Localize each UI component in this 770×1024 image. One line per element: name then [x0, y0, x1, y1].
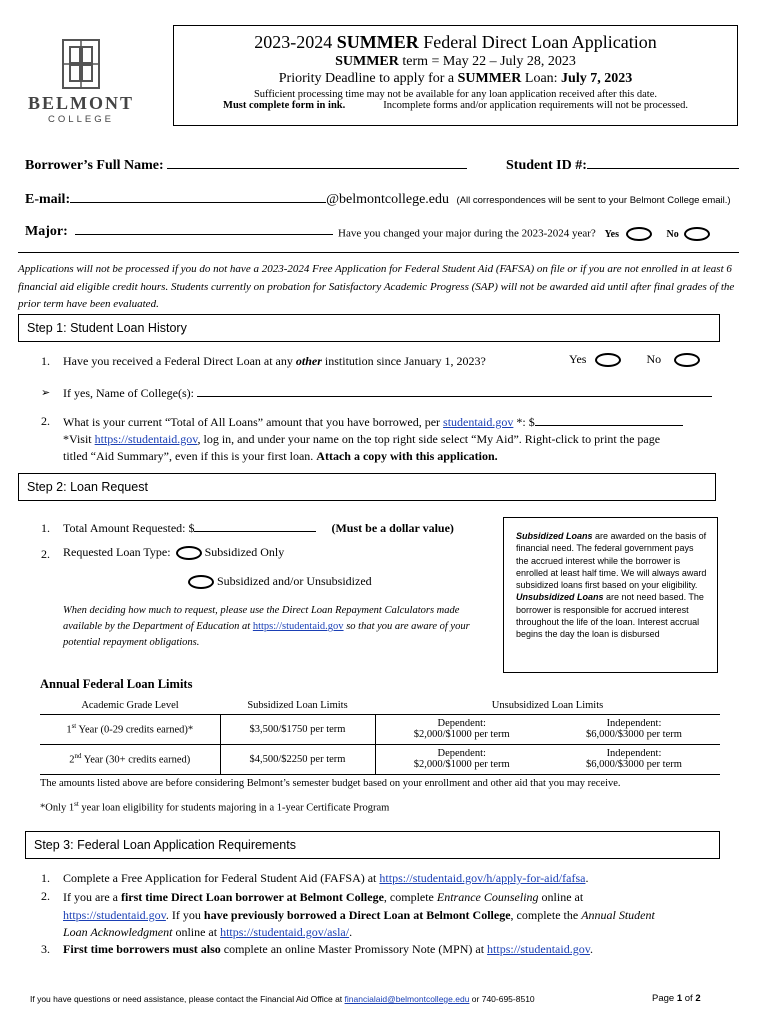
item2-online-at-2: online at — [172, 925, 221, 939]
email-domain: @belmontcollege.edu — [326, 192, 450, 207]
step1-q2 — [63, 414, 733, 465]
step3-item3-number: 3. — [41, 942, 50, 956]
loan-history-yes-label: Yes — [569, 352, 587, 366]
annual-student-text: Annual Student — [581, 907, 655, 922]
fafsa-text: Complete a Free Application for Federal Student Aid (FAFSA) at — [63, 871, 380, 885]
borrower-name-field[interactable] — [167, 168, 467, 169]
mpn-bold-text: First time borrowers must also — [63, 942, 221, 956]
term-text: term = May 22 – July 28, 2023 — [398, 54, 576, 69]
amount-requested-row — [63, 521, 454, 536]
priority-deadline — [174, 71, 737, 87]
certificate-note-pre: *Only 1 — [40, 802, 75, 814]
major-question-text: Have you changed your major during the 2023-2024 year? — [338, 227, 596, 240]
studentaid-visit-link[interactable]: https://studentaid.gov — [94, 432, 198, 446]
fafsa-period: . — [585, 871, 589, 885]
certificate-note-suffix: st — [74, 800, 79, 808]
dependent-label: Dependent: — [437, 718, 486, 729]
amount-requested-field[interactable] — [194, 531, 316, 532]
current-page: 1 — [676, 993, 683, 1004]
loan-history-no-option[interactable] — [674, 353, 700, 367]
item2-complete-the: , complete the — [510, 907, 582, 922]
asla-link[interactable]: https://studentaid.gov/asla/ — [220, 925, 350, 939]
email-field[interactable] — [70, 202, 326, 203]
grade-text: Year (0-29 credits earned)* — [76, 724, 194, 736]
loan-type-info-box — [503, 517, 718, 673]
priority-mid: Loan: — [521, 71, 562, 86]
header-box — [173, 25, 738, 126]
step1-q2-number: 2. — [41, 414, 50, 428]
independent-limit-cell — [548, 714, 720, 744]
step1-q1 — [63, 354, 486, 369]
dependent-value: $2,000/$1000 per term — [413, 759, 510, 770]
major-row — [25, 224, 333, 240]
separator-line — [18, 252, 739, 253]
dependent-limit-cell — [375, 744, 548, 774]
major-label: Major: — [25, 224, 68, 239]
student-id-row — [506, 158, 739, 174]
entrance-counseling-link[interactable]: https://studentaid.gov — [63, 907, 166, 922]
step3-item1 — [63, 871, 588, 886]
col-subsidized-header: Subsidized Loan Limits — [220, 697, 375, 714]
subsidized-unsubsidized-row — [188, 574, 372, 589]
step1-q1-post: institution since January 1, 2023? — [321, 354, 486, 368]
table-row — [40, 714, 720, 744]
grade-cell — [40, 744, 220, 774]
subsidized-unsubsidized-option[interactable] — [188, 575, 214, 589]
amount-requested-label: Total Amount Requested: $ — [63, 521, 195, 535]
loan-type-row — [63, 545, 284, 560]
title-summer: SUMMER — [336, 32, 419, 52]
unsubsidized-description: are not need based. The borrower is responsible for accrued interest throughout the life of the loan. Interest accrual begins the day the loan is disbursed — [516, 592, 704, 640]
unsubsidized-heading: Unsubsidized Loans — [516, 592, 604, 603]
step2-q2-number: 2. — [41, 547, 50, 561]
term-dates — [174, 54, 737, 70]
table-header-row — [40, 697, 720, 714]
priority-pre: Priority Deadline to apply for a — [278, 71, 458, 86]
step1-q2-pre: What is your current “Total of All Loans” amount that you have borrowed, per — [63, 415, 444, 429]
major-yes-label: Yes — [604, 228, 620, 240]
priority-date: July 7, 2023 — [561, 71, 633, 86]
loan-history-yes-option[interactable] — [595, 353, 621, 367]
calculator-link[interactable]: https://studentaid.gov — [252, 621, 344, 632]
visit-pre: *Visit — [63, 432, 95, 446]
aid-summary-text: titled “Aid Summary”, even if this is your first loan. — [63, 449, 314, 463]
grade-suffix: nd — [74, 752, 82, 761]
subsidized-only-label: Subsidized Only — [204, 545, 285, 559]
footer-text: If you have questions or need assistance, please contact the Financial Aid Office at — [30, 994, 345, 1004]
priority-summer: SUMMER — [457, 71, 522, 86]
logo-name: BELMONT — [27, 93, 134, 113]
step3-item2-number: 2. — [41, 889, 50, 903]
email-label: E-mail: — [25, 192, 71, 207]
subsidized-heading: Subsidized Loans — [516, 531, 593, 541]
mpn-period: . — [589, 942, 593, 956]
attach-copy-text: Attach a copy with this application. — [316, 449, 498, 463]
step2-header — [18, 473, 716, 501]
major-yes-option[interactable] — [626, 227, 652, 241]
email-row — [25, 192, 731, 208]
loan-limits-table — [40, 697, 720, 775]
intro-warning: Applications will not be processed if you do not have a 2023-2024 Free Application for Federal Student Aid (FAFSA) on file or if you are not enrolled in at least 6 financial aid eligible credit hours. Students currently on probation for Satisfactory Academic Progress (SAP) will not be awarded aid until after final grades of the prior term have been evaluated. — [18, 263, 735, 310]
dependent-value: $2,000/$1000 per term — [413, 729, 510, 740]
subsidized-only-option[interactable] — [176, 546, 202, 560]
grade-number: 1 — [66, 724, 72, 736]
grade-suffix: st — [71, 722, 77, 731]
page-number — [652, 993, 701, 1004]
processing-note: Sufficient processing time may not be available for any loan application received after this date. — [253, 89, 658, 100]
previous-borrower-text: have previously borrowed a Direct Loan at Belmont College — [203, 907, 511, 922]
loan-type-label: Requested Loan Type: — [63, 545, 171, 559]
major-no-option[interactable] — [684, 227, 710, 241]
table-row — [40, 744, 720, 774]
borrower-name-row — [25, 158, 467, 174]
studentaid-link[interactable]: studentaid.gov — [443, 415, 514, 429]
borrower-name-label: Borrower’s Full Name: — [25, 158, 164, 173]
ink-note — [174, 100, 737, 111]
repayment-calculator-note — [63, 603, 489, 651]
title-year: 2023-2024 — [254, 32, 337, 52]
independent-value: $6,000/$3000 per term — [585, 759, 682, 770]
col-unsubsidized-header: Unsubsidized Loan Limits — [375, 697, 720, 714]
subsidized-unsubsidized-label: Subsidized and/or Unsubsidized — [217, 574, 372, 588]
step1-title: Step 1: Student Loan History — [27, 321, 187, 335]
calc-note-pre: When deciding how much to request, please use the Direct Loan Repayment Calculators made available by the Department of Education at — [63, 605, 460, 632]
term-summer: SUMMER — [335, 54, 399, 69]
certificate-note-post: year loan eligibility for students majoring in a 1-year Certificate Program — [78, 802, 390, 814]
step1-q1-emphasis: other — [295, 354, 322, 368]
college-names-row — [63, 386, 712, 401]
grade-number: 2 — [69, 754, 75, 766]
loan-history-no-label: No — [646, 352, 662, 366]
major-no-label: No — [666, 228, 679, 240]
college-names-field[interactable] — [197, 396, 712, 397]
ink-note-bold: Must complete form in ink. — [223, 100, 346, 111]
logo-subname: COLLEGE — [48, 114, 114, 125]
step1-header — [18, 314, 720, 342]
step1-q1-pre: Have you received a Federal Direct Loan at any — [63, 354, 296, 368]
independent-limit-cell — [548, 744, 720, 774]
step2-q1-number: 1. — [41, 521, 50, 535]
independent-value: $6,000/$3000 per term — [585, 729, 682, 740]
subsidized-description: are awarded on the basis of financial need. The federal government pays the accrued interest while the borrower is enrolled at least half time. We will always award subsidized loans first based on your eligibility. — [516, 531, 707, 591]
step1-q1-number: 1. — [41, 354, 50, 368]
loan-limits-title: Annual Federal Loan Limits — [40, 677, 193, 691]
dependent-limit-cell — [375, 714, 548, 744]
mpn-link[interactable]: https://studentaid.gov — [487, 942, 590, 956]
mpn-text: complete an online Master Promissory Note (MPN) at — [220, 942, 488, 956]
total-pages: 2 — [695, 993, 701, 1004]
major-field[interactable] — [75, 234, 333, 235]
page-of: of — [682, 993, 696, 1004]
student-id-field[interactable] — [587, 168, 739, 169]
step1-q2-post: *: $ — [513, 415, 535, 429]
college-logo — [22, 38, 140, 126]
step3-item1-number: 1. — [41, 871, 50, 885]
limits-budget-note: The amounts listed above are before considering Belmont’s semester budget based on your enrollment and other aid that you may receive. — [40, 778, 621, 789]
step3-title: Step 3: Federal Loan Application Requirements — [34, 838, 296, 852]
loan-acknowledgment-text: Loan Acknowledgment — [63, 925, 173, 939]
visit-instructions: , log in, and under your name on the top right side select “My Aid”. Right-click to print the page — [197, 432, 661, 446]
page-label: Page — [652, 993, 677, 1004]
email-note: (All correspondences will be sent to your Belmont College email.) — [456, 195, 731, 206]
step2-title: Step 2: Loan Request — [27, 480, 148, 494]
step3-header — [25, 831, 720, 859]
item2-complete: , complete — [383, 890, 437, 904]
fafsa-link[interactable]: https://studentaid.gov/h/apply-for-aid/fafsa — [379, 871, 586, 885]
footer-phone: or 740-695-8510 — [469, 994, 535, 1004]
grade-cell — [40, 714, 220, 744]
step3-item2 — [63, 889, 733, 942]
college-names-label: If yes, Name of College(s): — [63, 386, 194, 400]
col-grade-header: Academic Grade Level — [40, 697, 220, 714]
logo-emblem-icon — [61, 38, 101, 90]
dollar-value-note: (Must be a dollar value) — [331, 521, 454, 535]
independent-label: Independent: — [606, 748, 662, 759]
certificate-note — [40, 800, 389, 814]
subsidized-limit-cell: $4,500/$2250 per term — [220, 744, 375, 774]
dependent-label: Dependent: — [437, 748, 486, 759]
step1-q1-options — [569, 352, 700, 367]
ink-note-rest: Incomplete forms and/or application requirements will not be processed. — [383, 100, 688, 111]
title-rest: Federal Direct Loan Application — [418, 32, 657, 52]
calc-note-post: so that you are aware of your potential repayment obligations. — [63, 621, 470, 648]
first-time-borrower-text: first time Direct Loan borrower at Belmont College — [120, 890, 384, 904]
independent-label: Independent: — [606, 718, 662, 729]
item2-online-at: online at — [538, 890, 584, 904]
footer-contact — [30, 994, 535, 1004]
subsidized-limit-cell: $3,500/$1750 per term — [220, 714, 375, 744]
item2-period: . — [349, 925, 353, 939]
total-loans-field[interactable] — [535, 425, 683, 426]
item2-pre: If you are a — [63, 890, 121, 904]
financial-aid-email-link[interactable]: financialaid@belmontcollege.edu — [344, 994, 470, 1004]
arrow-bullet-icon: ➢ — [41, 387, 51, 399]
step3-item3 — [63, 942, 593, 957]
student-id-label: Student ID #: — [506, 158, 587, 173]
grade-text: Year (30+ credits earned) — [81, 754, 191, 766]
entrance-counseling-text: Entrance Counseling — [436, 890, 539, 904]
page-title — [174, 32, 737, 53]
major-change-question — [338, 227, 710, 241]
item2-if-you: . If you — [165, 907, 204, 922]
